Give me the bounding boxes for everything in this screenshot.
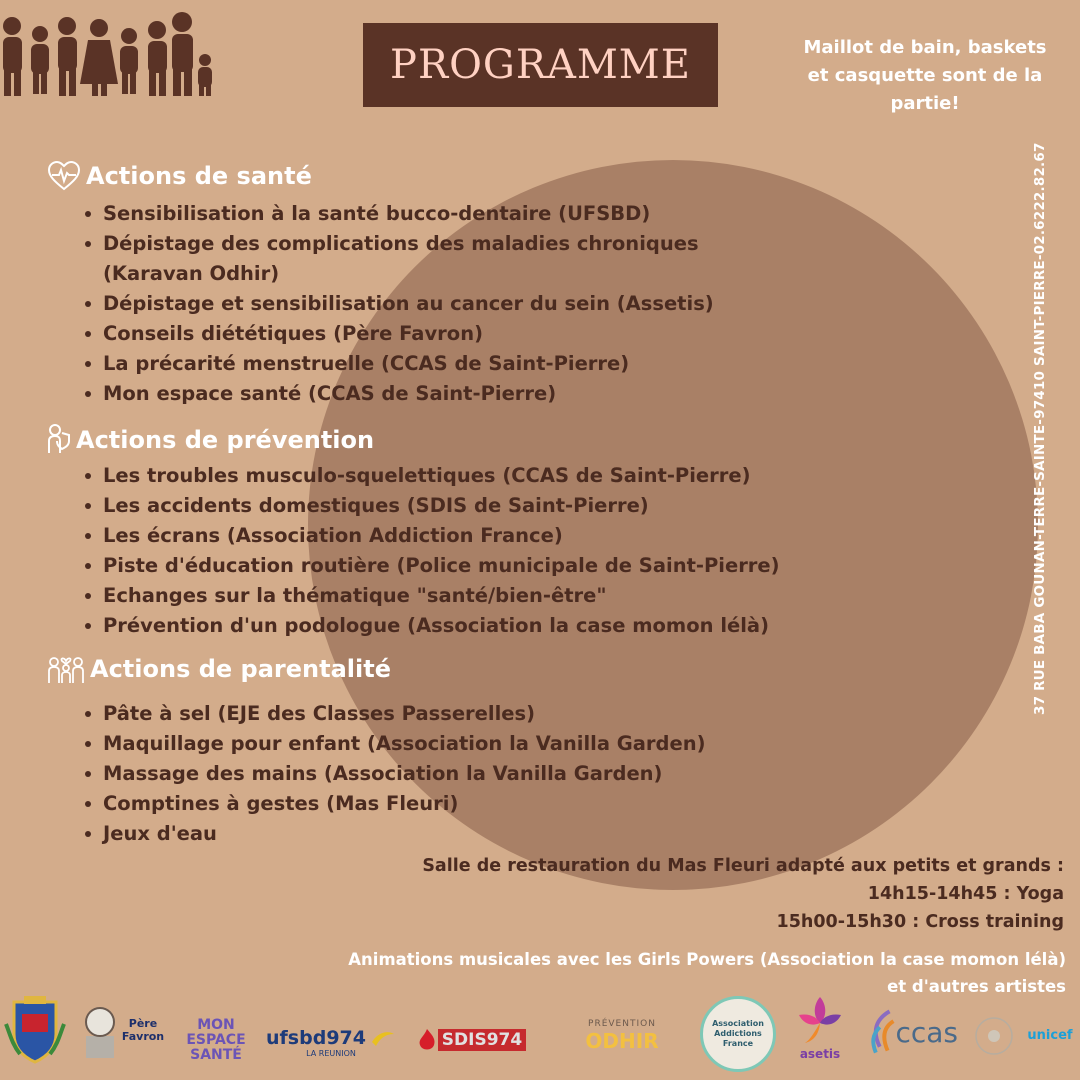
section-heading [46, 651, 706, 687]
schedule-line: Salle de restauration du Mas Fleuri adapté aux petits et grands : [422, 856, 1064, 876]
section-parentalite [46, 651, 706, 849]
list-item: Maquillage pour enfant (Association la Vanilla Garden) [46, 729, 706, 759]
logo-text: MON [197, 1016, 235, 1033]
addictions-france-logo [700, 996, 776, 1072]
person-shield-icon [46, 423, 72, 457]
logo-text: ESPACE [186, 1031, 246, 1048]
list-item: Sensibilisation à la santé bucco-dentaire (UFSBD) [46, 199, 714, 229]
section-title: Actions de prévention [76, 426, 375, 454]
logo-subtext: LA REUNION [306, 1048, 356, 1058]
family-silhouette-icon [0, 6, 220, 98]
music-line: Animations musicales avec les Girls Powers (Association la case momon lélà) [348, 950, 1066, 969]
list-item: Comptines à gestes (Mas Fleuri) [46, 789, 706, 819]
saint-pierre-crest-logo [4, 994, 66, 1066]
unicef-logo [1022, 1020, 1078, 1050]
page-title: PROGRAMME [390, 42, 691, 88]
list-item: Les écrans (Association Addiction France) [46, 521, 780, 551]
logo-text: Addictions [714, 1029, 762, 1038]
schedule-line: 14h15-14h45 : Yoga [867, 884, 1064, 904]
assetis-flower-icon [795, 995, 845, 1047]
mas-fleuri-emblem-icon [969, 1014, 1019, 1058]
sdis-flame-icon [416, 1027, 438, 1053]
list-item: La précarité menstruelle (CCAS de Saint-Pierre) [46, 349, 714, 379]
logo-text: ufsbd974 [266, 1026, 366, 1049]
ufsbd974-logo [266, 1020, 396, 1064]
sdis974-logo [406, 1020, 536, 1060]
logo-subtext: PRÉVENTION [588, 1019, 656, 1029]
logo-text: asetis [799, 1047, 841, 1061]
prevention-odhir-logo [556, 1014, 688, 1058]
list-item: Piste d'éducation routière (Police municipale de Saint-Pierre) [46, 551, 780, 581]
note-line: Maillot de bain, baskets [803, 37, 1047, 58]
list-item: Mon espace santé (CCAS de Saint-Pierre) [46, 379, 714, 409]
assetis-logo [780, 990, 860, 1066]
list-item: Echanges sur la thématique "santé/bien-être" [46, 581, 780, 611]
note-line: et casquette sont de la [807, 65, 1043, 86]
logo-text: France [722, 1039, 754, 1048]
logo-text: Association [712, 1019, 764, 1028]
logo-text: SANTÉ [190, 1046, 242, 1063]
note-line: partie! [890, 93, 960, 114]
mon-espace-sante-logo [176, 1014, 256, 1066]
logo-text: unicef [1027, 1027, 1073, 1043]
list-item-continuation: (Karavan Odhir) [103, 262, 280, 285]
portrait-icon [78, 1002, 122, 1058]
logo-text: SDIS974 [438, 1029, 526, 1051]
ccas-swirl-icon [866, 1007, 895, 1057]
list-item: Massage des mains (Association la Vanilla Garden) [46, 759, 706, 789]
list-item: Dépistage des complications des maladies chroniques [46, 229, 714, 259]
logo-text: Père [128, 1017, 158, 1030]
list-item: Les accidents domestiques (SDIS de Saint-Pierre) [46, 491, 780, 521]
section-heading [46, 158, 714, 194]
list-item: Conseils diététiques (Père Favron) [46, 319, 714, 349]
section-title: Actions de parentalité [90, 655, 391, 683]
logo-text: ODHIR [585, 1029, 659, 1053]
mas-fleuri-logo [966, 1012, 1022, 1060]
list-item: Les troubles musculo-squelettiques (CCAS de Saint-Pierre) [46, 461, 780, 491]
logo-text: Favron [121, 1030, 165, 1043]
section-title: Actions de santé [86, 162, 312, 190]
heartbeat-icon [46, 160, 82, 192]
list-item [46, 259, 714, 289]
list-item: Jeux d'eau [46, 819, 706, 849]
family-icon [46, 653, 86, 685]
schedule-block [422, 852, 1064, 936]
ccas-logo [866, 1002, 958, 1062]
list-item: Prévention d'un podologue (Association la case momon lélà) [46, 611, 780, 641]
music-line: et d'autres artistes [887, 977, 1066, 996]
schedule-line: 15h00-15h30 : Cross training [776, 912, 1064, 932]
pere-favron-logo [72, 1002, 170, 1058]
section-prevention [46, 422, 780, 641]
section-heading [46, 422, 780, 458]
section-sante [46, 158, 714, 409]
list-item: Pâte à sel (EJE des Classes Passerelles) [46, 699, 706, 729]
address-vertical: 37 RUE BABA GOUNAN-TERRE-SAINTE-97410 SAINT-PIERRE-02.6222.82.67 [1032, 142, 1048, 715]
dress-code-note [790, 34, 1060, 118]
title-banner [363, 23, 718, 107]
list-item: Dépistage et sensibilisation au cancer du sein (Assetis) [46, 289, 714, 319]
ufsbd-swoosh-icon [370, 1028, 396, 1048]
partner-logos [0, 990, 1080, 1080]
logo-text: ccas [895, 1015, 958, 1049]
